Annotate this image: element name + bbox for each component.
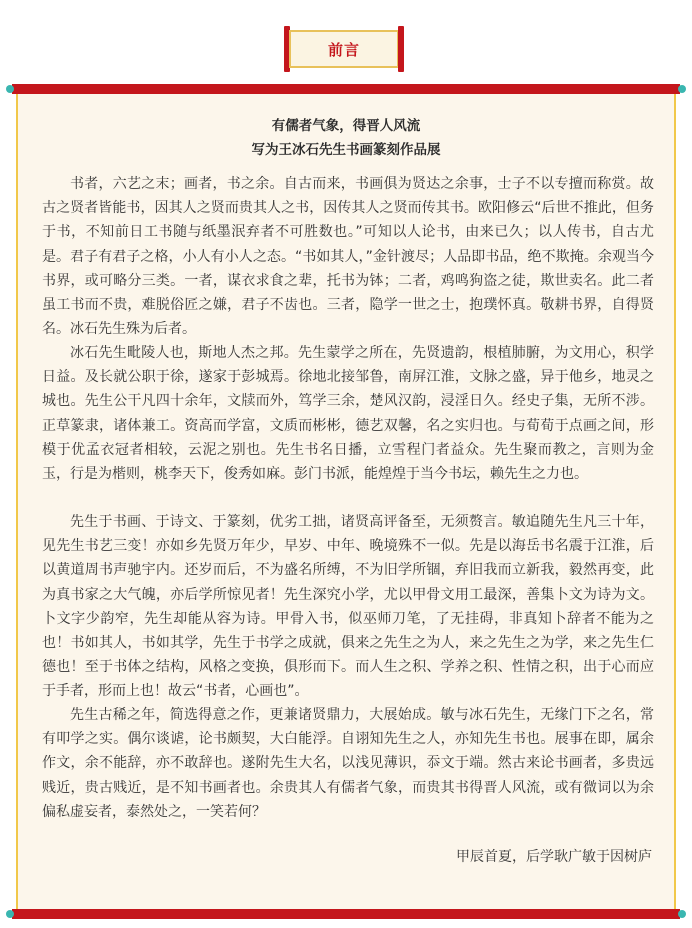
- scroll-rod-cap: [678, 910, 686, 918]
- article-heading: 有儒者气象，得晋人风流: [271, 118, 421, 134]
- paragraph-3: 先生于书画、于诗文、于篆刻，优劣工拙，诸贤高评备至，无须赘言。敏追随先生凡三十年，见先生书艺三变！亦如乡先贤万年少，早岁、中年、晚境殊不一似。先是以海岳书名震于江淮，后以黄道周书声驰宇内。还岁而后，不为盛名所缚，不为旧学所锢，弃旧我而立新我，毅然再变，此为真书家之大气魄，亦后学所惊见者！先生深究小学，尤以甲骨文用工最深，善集卜文为诗为文。卜文字少韵窄，先生却能从容为诗。甲骨入书，似巫师刀笔，了无挂碍，非真知卜辞者不能为之也！书如其人，书如其学，先生于书学之成就，俱来之先生之为人，来之先生之为学，来之先生仁德也！至于书体之结构，风格之变换，俱形而下。而人生之积、学养之积、性情之积，出于心而应于手者，形而上也！故云“书者，心画也”。: [42, 514, 654, 700]
- badge-right-bar: [398, 26, 404, 72]
- scroll-bottom-rod: [12, 909, 680, 919]
- paragraph-4: 先生古稀之年，简选得意之作，更兼诸贤鼎力，大展始成。敏与冰石先生，无缘门下之名，常有叩学之实。偶尔谈谑，论书颇契，大白能浮。自诩知先生之人，亦知先生书也。展事在即，属余作文，余不能辞，亦不敢辞也。遂附先生大名，以浅见薄识，忝文于端。然古来论书画者，多贵远贱近，贵古贱近，是不知书画者也。余贵其人有儒者气象，而贵其书得晋人风流，或有微词以为余偏私虚妄者，泰然处之，一笑若何？: [42, 707, 654, 820]
- scroll-rod-cap: [6, 85, 14, 93]
- signature: 甲辰首夏，后学耿广敏于因树庐: [456, 849, 652, 865]
- paragraph-1: 书者，六艺之末；画者，书之余。自古而来，书画俱为贤达之余事，士子不以专擅而称赏。故古之贤者皆能书，因其人之贤而贵其人之书，因传其人之贤而传其书。欧阳修云“后世不推此，但务于书，不知前日工书随与纸墨泯弃者不可胜数也。”可知以人论书，由来已久；以人传书，自古尤是。君子有君子之格，小人有小人之态。“书如其人，”金针渡尽；人品即书品，绝不欺掩。余观当今书界，或可略分三类。一者，谋衣求食之辈，托书为钵；二者，鸡鸣狗盗之徒，欺世卖名。此二者虽工书而不贵，难脱俗匠之嫌，君子不齿也。三者，隐学一世之士，抱璞怀真。敬耕书界，自得贤名。冰石先生殊为后者。: [42, 176, 654, 338]
- article-subheading: 写为王冰石先生书画篆刻作品展: [251, 142, 441, 158]
- paragraph-2: 冰石先生毗陵人也，斯地人杰之邦。先生蒙学之所在，先贤遗韵，根植肺腑，为文用心，积学日益。及长就公职于徐，遂家于彭城焉。徐地北接邹鲁，南屏江淮，文脉之盛，异于他乡，地灵之城也。先生公干凡四十余年，文牍而外，笃学三余，楚风汉韵，浸淫日久。经史子集，无所不涉。正草篆隶，诸体兼工。资高而学富，文质而彬彬，德艺双馨，名之实归也。与荀荀于点画之间，形模于优孟衣冠者相较，云泥之别也。先生书名日播，立雪程门者益众。先生聚而教之，言则为金玉，行是为楷则，桃李天下，俊秀如麻。彭门书派，能煌煌于当今书坛，赖先生之力也。: [42, 345, 654, 483]
- scroll-rod-cap: [678, 85, 686, 93]
- scroll-rod-cap: [6, 910, 14, 918]
- badge-title: 前言: [327, 40, 360, 59]
- scroll-top-rod: [12, 84, 680, 94]
- title-badge: [284, 26, 404, 72]
- scroll-paper: [16, 94, 676, 909]
- badge-box: [289, 30, 399, 68]
